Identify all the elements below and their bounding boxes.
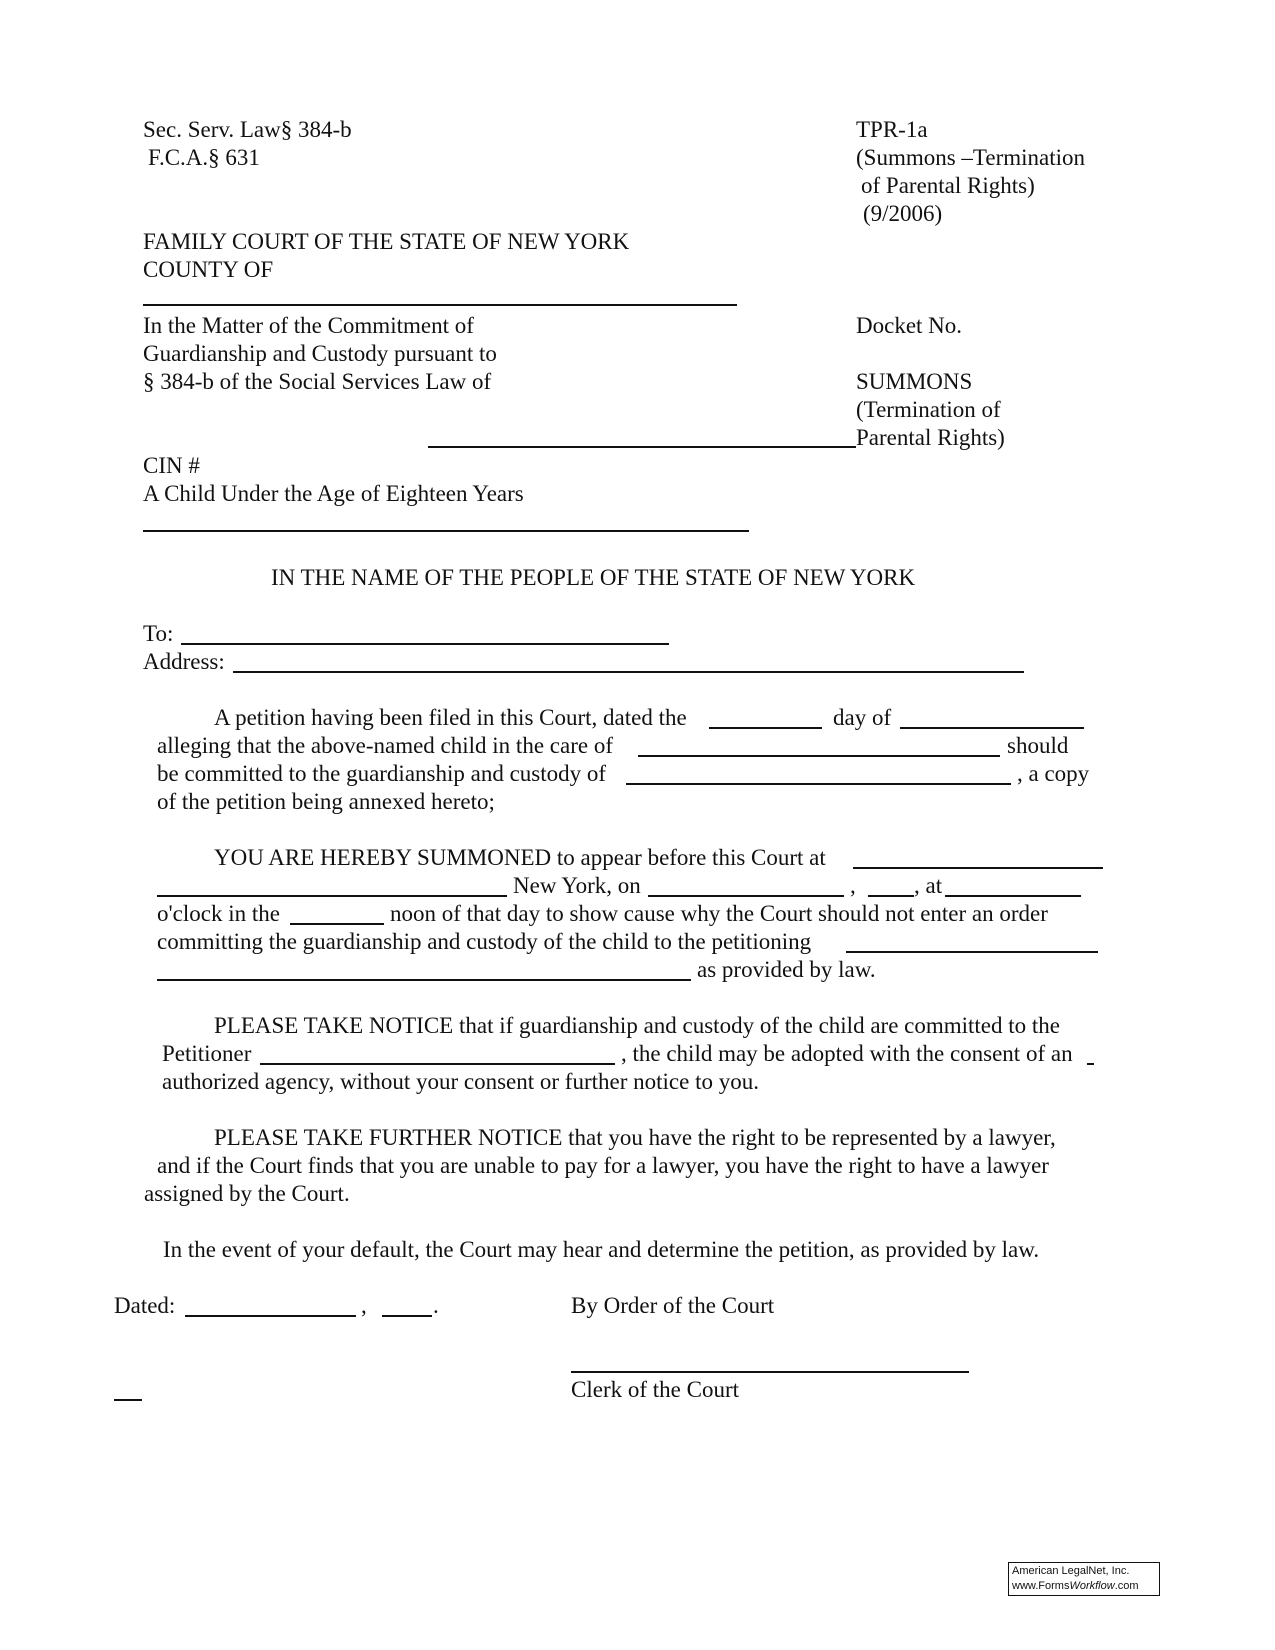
stray-underline xyxy=(114,1399,142,1401)
form-date: (9/2006) xyxy=(863,201,943,226)
para2-text-2b: , xyxy=(850,873,856,898)
summons-title: IN THE NAME OF THE PEOPLE OF THE STATE OF NEW YORK xyxy=(271,565,916,590)
caption-line-3: § 384-b of the Social Services Law of xyxy=(143,369,492,394)
publisher-url-suffix: .com xyxy=(1114,1580,1139,1592)
form-description-2: of Parental Rights) xyxy=(861,173,1035,198)
address-label: Address: xyxy=(143,649,225,674)
address-field[interactable] xyxy=(233,671,1024,673)
dated-comma: , xyxy=(361,1293,367,1318)
dated-period: . xyxy=(433,1293,439,1318)
child-description: A Child Under the Age of Eighteen Years xyxy=(143,481,524,506)
para1-text-1b: day of xyxy=(833,705,892,730)
para2-text-5: as provided by law. xyxy=(697,957,876,982)
para4-text-3: assigned by the Court. xyxy=(144,1181,350,1206)
para1-text-3b: , a copy xyxy=(1017,761,1090,786)
document-subtitle-1: (Termination of xyxy=(856,397,1001,422)
para1-text-4: of the petition being annexed hereto; xyxy=(157,789,495,814)
court-name: FAMILY COURT OF THE STATE OF NEW YORK xyxy=(143,229,630,254)
statute-reference-1: Sec. Serv. Law§ 384-b xyxy=(143,117,352,142)
petition-day-field[interactable] xyxy=(709,727,822,729)
para3-text-2a: Petitioner xyxy=(162,1041,252,1066)
respondent-name-blank[interactable] xyxy=(428,446,856,448)
para3-text-2b: , the child may be adopted with the consent of an xyxy=(621,1041,1073,1066)
appearance-date-field[interactable] xyxy=(648,895,844,897)
clerk-signature-line[interactable] xyxy=(571,1371,969,1373)
caption-bottom-rule xyxy=(143,530,749,532)
document-subtitle-2: Parental Rights) xyxy=(856,425,1005,450)
petition-month-field[interactable] xyxy=(900,727,1084,729)
para4-text-2: and if the Court finds that you are unable to pay for a lawyer, you have the right to have a lawyer xyxy=(157,1153,1049,1178)
document-title: SUMMONS xyxy=(856,369,973,394)
dated-label: Dated: xyxy=(114,1293,176,1318)
cin-label: CIN # xyxy=(143,453,200,478)
docket-label: Docket No. xyxy=(856,313,963,338)
child-caretaker-field[interactable] xyxy=(638,755,1000,757)
dated-date-field[interactable] xyxy=(185,1315,356,1317)
by-order-label: By Order of the Court xyxy=(571,1293,775,1318)
publisher-url xyxy=(1012,1579,1156,1594)
para3-text-3: authorized agency, without your consent or further notice to you. xyxy=(162,1069,759,1094)
appearance-time-field[interactable] xyxy=(945,895,1081,897)
publisher-name: American LegalNet, Inc. xyxy=(1012,1565,1130,1577)
dated-year-field[interactable] xyxy=(382,1315,432,1317)
court-location-field-2[interactable] xyxy=(157,895,507,897)
para2-text-1: YOU ARE HEREBY SUMMONED to appear before this Court at xyxy=(214,845,826,870)
para2-text-2a: New York, on xyxy=(513,873,641,898)
form-description-1: (Summons –Termination xyxy=(856,145,1086,170)
para2-text-3b: noon of that day to show cause why the Court should not enter an order xyxy=(390,901,1048,926)
to-label: To: xyxy=(143,621,174,646)
caption-line-1: In the Matter of the Commitment of xyxy=(143,313,474,338)
caption-line-2: Guardianship and Custody pursuant to xyxy=(143,341,497,366)
petitioning-agency-field-2[interactable] xyxy=(157,979,691,981)
petitioning-agency-field-1[interactable] xyxy=(846,951,1098,953)
para2-text-2c: , at xyxy=(914,873,943,898)
publisher-url-brand: Workflow xyxy=(1069,1580,1115,1592)
trailing-underscore xyxy=(1087,1063,1094,1065)
court-location-field-1[interactable] xyxy=(853,867,1103,869)
para1-text-2a: alleging that the above-named child in the care of xyxy=(157,733,613,758)
to-field[interactable] xyxy=(181,643,669,645)
custodian-agency-field[interactable] xyxy=(626,783,1011,785)
petitioner-field[interactable] xyxy=(260,1063,615,1065)
caption-top-rule xyxy=(143,304,737,306)
clerk-label: Clerk of the Court xyxy=(571,1377,739,1402)
para4-text-1: PLEASE TAKE FURTHER NOTICE that you have the right to be represented by a lawyer, xyxy=(214,1125,1056,1150)
para2-text-4: committing the guardianship and custody of the child to the petitioning xyxy=(157,929,812,954)
para1-text-2b: should xyxy=(1007,733,1069,758)
appearance-year-field[interactable] xyxy=(868,895,914,897)
para1-text-1a: A petition having been filed in this Court, dated the xyxy=(214,705,687,730)
default-notice: In the event of your default, the Court may hear and determine the petition, as provided by law. xyxy=(163,1237,1040,1262)
statute-reference-2: F.C.A.§ 631 xyxy=(148,145,260,170)
publisher-footer xyxy=(1008,1562,1160,1596)
forenoon-afternoon-field[interactable] xyxy=(290,923,384,925)
form-number: TPR-1a xyxy=(856,117,928,142)
para1-text-3a: be committed to the guardianship and custody of xyxy=(157,761,607,786)
county-label: COUNTY OF xyxy=(143,257,274,282)
para2-text-3a: o'clock in the xyxy=(157,901,280,926)
publisher-url-prefix: www.Forms xyxy=(1012,1580,1070,1592)
para3-text-1: PLEASE TAKE NOTICE that if guardianship and custody of the child are committed to the xyxy=(214,1013,1061,1038)
